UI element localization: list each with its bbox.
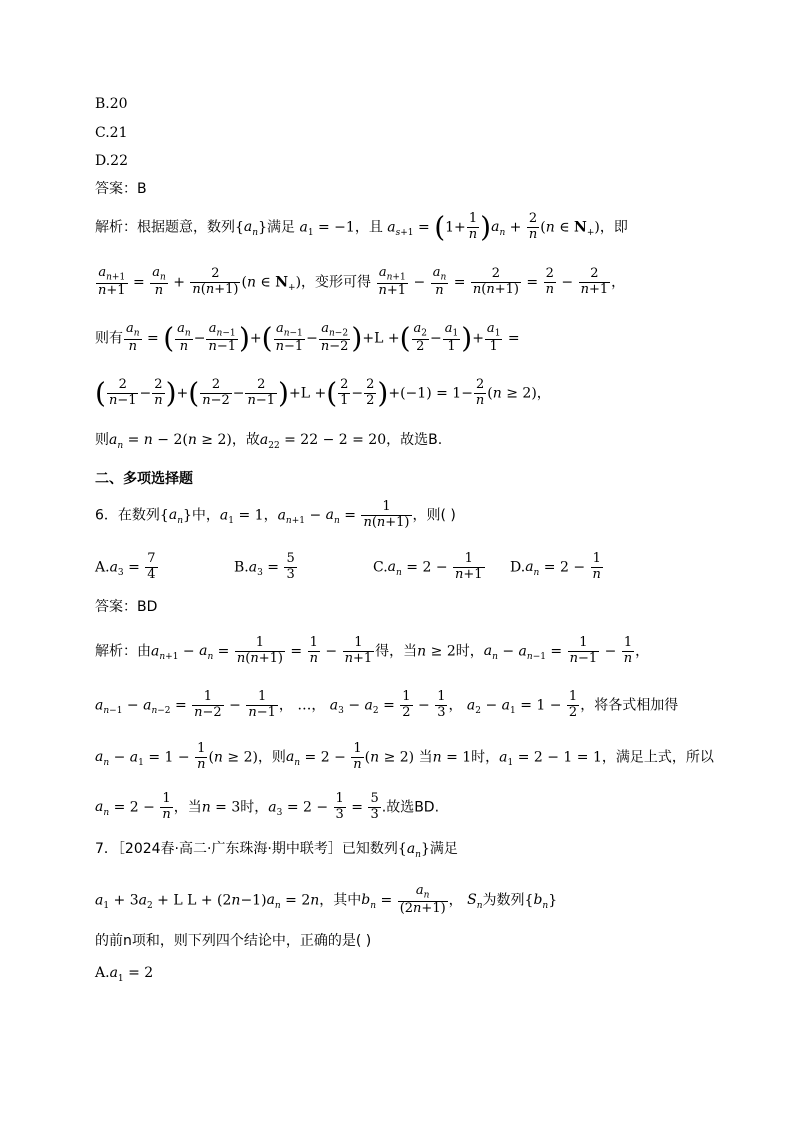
section-heading: 二、多项选择题 (95, 471, 193, 487)
option-b-prev: B.20 (95, 96, 128, 112)
question-6: 6．在数列$\{a_n\}$中，$a_1 = 1$，$a_{n+1} - a_n$ = $\frac{1}{n(n+1)}$ ，则( ) (95, 499, 456, 530)
option-6d: $D.a_n = 2$ − $\frac{1}{n}$ (510, 551, 601, 582)
option-6a: $A.a_3$ = $\frac{7}{4}$ (95, 551, 156, 582)
explanation-6-line-2: $a_{n-1} - a_{n-2}$ = $\frac{1}{n-2}$ − $\frac{1}{n-1}$ ， …， $a_3 - a_2$ = $\frac{1}{2}$ − $\frac{1}{3}$ ， $a_2 - a_1 = 1$ − $\frac{1}{2}$ ，将各式相加得 (95, 689, 679, 720)
question-7-line-1: 7．［2024春·高二·广东珠海·期中联考］已知数列$\{a_n\}$满足 (95, 841, 458, 860)
option-d-prev: D.22 (95, 153, 128, 169)
explanation-5-line-4: ( $\frac{2}{n-1}$ − $\frac{2}{n}$ )+( $\frac{2}{n-2}$ − $\frac{2}{n-1}$ )+L +( $\frac{2}{1}$ − $\frac{2}{2}$ )+(−1) = 1− $\frac{2}{n}$ (n ≥ 2)， (95, 376, 551, 410)
option-6b: $B.a_3$ = $\frac{5}{3}$ (234, 551, 295, 582)
explanation-5-line-3: 则有 $\frac{a_n}{n}$ = ( $\frac{a_n}{n}$ − $\frac{a_{n-1}}{n-1}$ )+( $\frac{a_{n-1}}{n-1}$ − $\frac{a_{n-2}}{n-2}$ )+L +( $\frac{a_2}{2}$ − $\frac{a_1}{1}$ )+ $\frac{a_1}{1}$ = (95, 321, 520, 355)
explanation-6-line-3: $a_n - a_1 = 1$ − $\frac{1}{n}$ (n ≥ 2)，则$a_n = 2$ − $\frac{1}{n}$ (n ≥ 2) 当n = 1时，$a_1 = 2 - 1 = 1$，满足上式，所以 (95, 741, 714, 772)
question-7-line-3: 的前n项和，则下列四个结论中，正确的是( ) (95, 933, 372, 949)
explanation-5-line-2: $\frac{a_{n+1}}{n+1}$ = $\frac{a_n}{n}$ + $\frac{2}{n(n+1)}$ (n ∈ $N_+$)，变形可得 $\frac{a_{n+1}}{n+1}$ − $\frac{a_n}{n}$ = $\frac{2}{n(n+1)}$ = $\frac{2}{n}$ − $\frac{2}{n+1}$ ， (98, 265, 626, 298)
answer-6: 答案：BD (95, 599, 158, 615)
explanation-5-line-5: 则$a_n = n - 2(n \ge 2)$，故$a_{22} = 22 - 2 = 20$，故选B. (95, 432, 443, 451)
option-6c: $C.a_n = 2$ − $\frac{1}{n+1}$ (373, 551, 483, 582)
question-7-line-2: $a_1 + 3a_2 + L$ $L + (2n-1)a_n = 2n$，其中$b_n$ = $\frac{a_n}{(2n+1)}$ ， $S_n$为数列$\{b_n\}$ (95, 883, 558, 916)
option-c-prev: C.21 (95, 125, 128, 141)
explanation-6-line-4: $a_n = 2$ − $\frac{1}{n}$ ，当n = 3时，$a_3 = 2$ − $\frac{1}{3}$ = $\frac{5}{3}$ .故选BD. (95, 791, 440, 822)
explanation-6-line-1: 解析：由$a_{n+1} - a_n$ = $\frac{1}{n(n+1)}$ = $\frac{1}{n}$ − $\frac{1}{n+1}$ 得，当n ≥ 2时，$a_n - a_{n-1}$ = $\frac{1}{n-1}$ − $\frac{1}{n}$ ， (95, 635, 650, 666)
option-7a: $A.a_1 = 2$ (95, 965, 154, 984)
answer-5: 答案：B (95, 181, 147, 197)
explanation-5-line-1: 解析：根据题意，数列$\{a_n\}$满足 $a_1 = -1$，且 $a_{s+1} = (1+$ $\frac{1}{n}$ )$a_n$ + $\frac{2}{n}$ (n ∈ $N_+$)，即 (95, 210, 628, 244)
